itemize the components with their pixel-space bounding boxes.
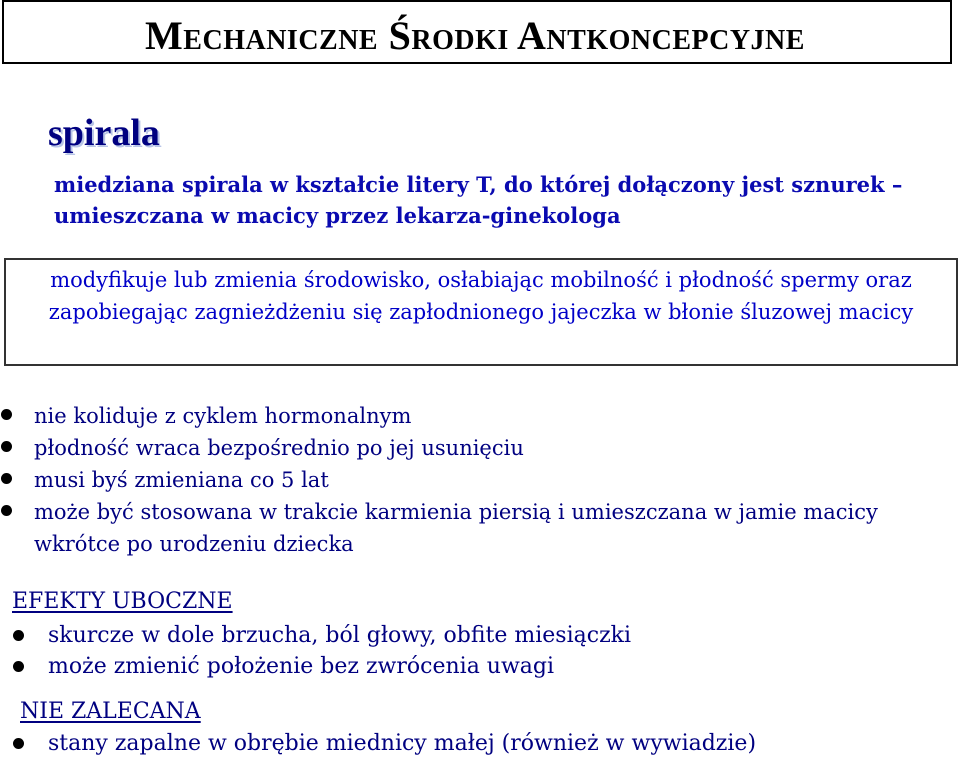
feature-item: może być stosowana w trakcie karmienia piersią i umieszczana w jamie macicy wkrótce po urodzeniu dziecka	[0, 496, 934, 560]
side-effect-item: skurcze w dole brzucha, ból głowy, obfite miesiączki	[0, 620, 631, 651]
not-recommended-item: stany zapalne w obrębie miednicy małej (również w wywiadzie)	[0, 728, 756, 759]
bullet-icon	[13, 661, 24, 672]
not-recommended-heading: NIE ZALECANA	[20, 699, 201, 724]
feature-item: musi byś zmieniana co 5 lat	[0, 464, 934, 496]
feature-item: płodność wraca bezpośrednio po jej usunięciu	[0, 432, 934, 464]
not-recommended-list	[0, 728, 756, 759]
side-effects-list	[0, 620, 631, 682]
bullet-icon	[13, 738, 24, 749]
bullet-icon	[1, 505, 12, 516]
side-effects-section	[12, 588, 233, 616]
mechanism-text: modyfikuje lub zmienia środowisko, osłabiając mobilność i płodność spermy oraz zapobiegając zagnieżdżeniu się zapłodnionego jajeczka w błonie śluzowej macicy	[48, 268, 914, 324]
bullet-icon	[1, 473, 12, 484]
features-list	[0, 400, 960, 560]
bullet-icon	[13, 630, 24, 641]
device-description: miedziana spirala w kształcie litery T, do której dołączony jest sznurek – umieszczana w macicy przez lekarza-ginekologa	[54, 172, 903, 228]
bullet-icon	[1, 409, 12, 420]
bullet-icon	[1, 441, 12, 452]
slide-title: Mechaniczne Środki Antkoncepcyjne	[145, 13, 805, 58]
feature-item: nie koliduje z cyklem hormonalnym	[0, 400, 934, 432]
not-recommended-section	[20, 698, 201, 726]
side-effect-item: może zmienić położenie bez zwrócenia uwagi	[0, 651, 631, 682]
side-effects-heading: EFEKTY UBOCZNE	[12, 589, 233, 614]
section-heading: spirala	[48, 112, 160, 154]
